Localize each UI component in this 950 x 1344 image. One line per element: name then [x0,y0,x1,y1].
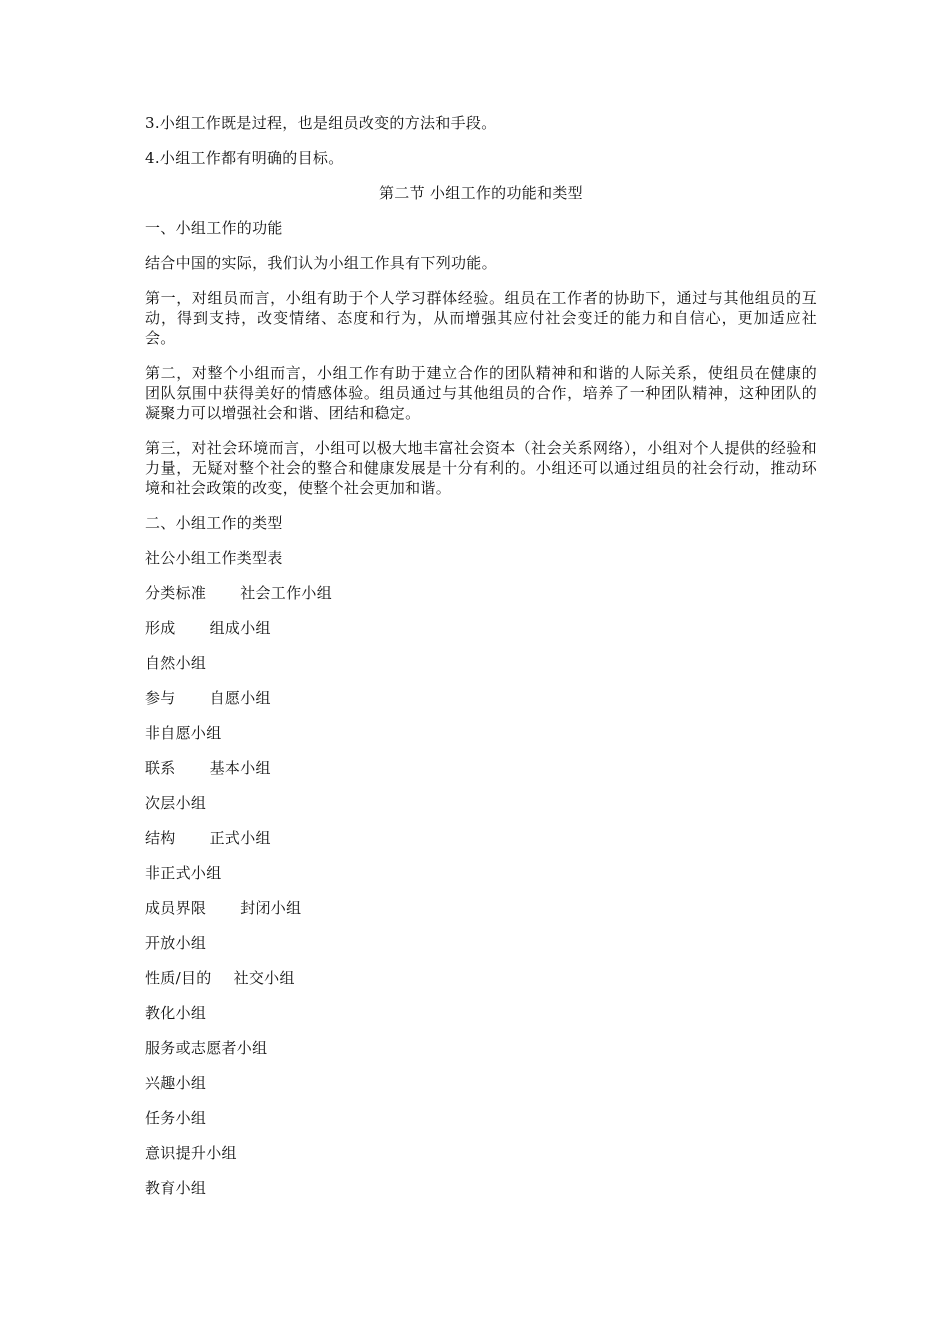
part1-para3: 第三，对社会环境而言，小组可以极大地丰富社会资本（社会关系网络），小组对个人提供的经验和力量，无疑对整个社会的整合和健康发展是十分有利的。小组还可以通过组员的社会行动，推动环境和社会政策的改变，使整个社会更加和谐。 [145,439,817,497]
part1-intro: 结合中国的实际，我们认为小组工作具有下列功能。 [145,254,497,272]
list-item-3: 3.小组工作既是过程，也是组员改变的方法和手段。 [145,114,497,132]
table-row: 结构 正式小组 [145,829,271,847]
table-row: 成员界限 封闭小组 [145,899,302,917]
part1-para2: 第二，对整个小组而言，小组工作有助于建立合作的团队精神和和谐的人际关系，使组员在健康的团队氛围中获得美好的情感体验。组员通过与其他组员的合作，培养了一种团队精神，这种团队的凝聚力可以增强社会和谐、团结和稳定。 [145,364,817,422]
table-title: 社公小组工作类型表 [145,549,283,567]
table-row: 形成 组成小组 [145,619,271,637]
table-header [145,583,817,603]
table-row: 任务小组 [145,1109,207,1127]
header-col-1: 分类标准 [145,584,207,602]
table-row: 教育小组 [145,1179,207,1197]
table-row: 次层小组 [145,794,207,812]
table-row: 联系 基本小组 [145,759,271,777]
document-page [145,113,817,1213]
table-row: 服务或志愿者小组 [145,1039,268,1057]
section-title: 第二节 小组工作的功能和类型 [379,184,583,202]
part2-heading: 二、小组工作的类型 [145,514,283,532]
list-item-4: 4.小组工作都有明确的目标。 [145,149,344,167]
table-row: 意识提升小组 [145,1144,237,1162]
table-row: 非自愿小组 [145,724,222,742]
table-row: 教化小组 [145,1004,207,1022]
table-row: 性质/目的 社交小组 [145,969,295,987]
part1-heading: 一、小组工作的功能 [145,219,283,237]
table-row: 自然小组 [145,654,207,672]
table-row: 兴趣小组 [145,1074,207,1092]
part1-para1: 第一，对组员而言，小组有助于个人学习群体经验。组员在工作者的协助下，通过与其他组员的互动，得到支持，改变情绪、态度和行为，从而增强其应付社会变迁的能力和自信心，更加适应社会。 [145,289,817,347]
table-row: 非正式小组 [145,864,222,882]
table-row: 开放小组 [145,934,207,952]
table-row: 参与 自愿小组 [145,689,271,707]
header-col-2: 社会工作小组 [240,584,333,602]
